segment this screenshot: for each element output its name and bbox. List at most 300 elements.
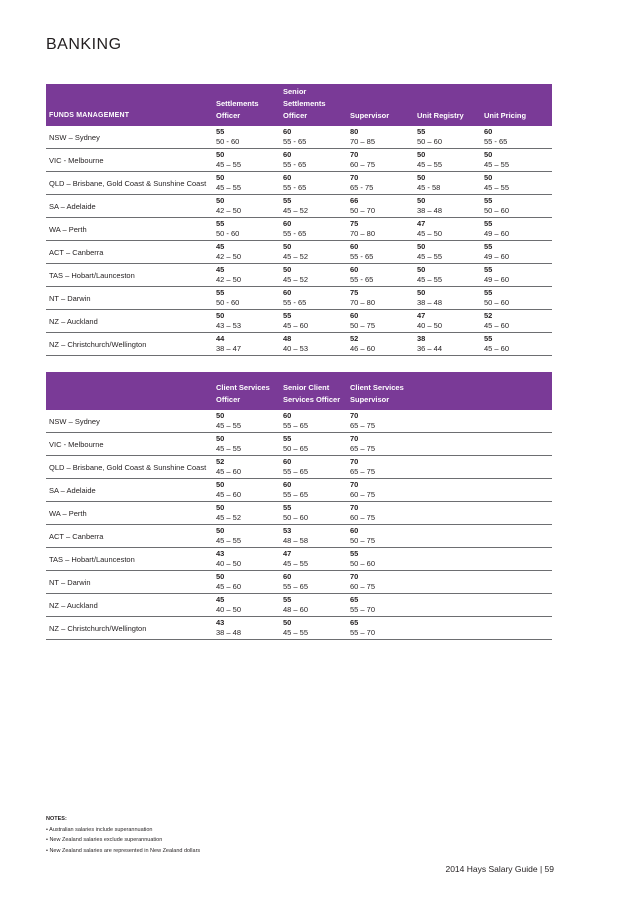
typical-salary: 55	[417, 126, 426, 136]
salary-cell	[347, 149, 414, 172]
typical-salary: 53	[283, 525, 292, 535]
salary-range: 50 – 60	[350, 559, 376, 568]
typical-salary: 60	[283, 456, 292, 466]
salary-range: 50 – 60	[417, 137, 443, 146]
table-row	[46, 126, 552, 149]
salary-values	[283, 411, 344, 432]
typical-salary: 45	[216, 241, 225, 251]
typical-salary: 55	[216, 287, 225, 297]
salary-range: 70 – 85	[350, 137, 376, 146]
salary-range: 65 – 75	[350, 421, 376, 430]
typical-salary: 60	[350, 525, 359, 535]
column-header-text: Settlements	[283, 99, 326, 108]
region-cell: NT – Darwin	[46, 571, 213, 594]
salary-values	[484, 242, 549, 263]
salary-cell	[481, 218, 552, 241]
salary-values	[216, 150, 277, 171]
typical-salary: 50	[216, 525, 225, 535]
region-cell: ACT – Canberra	[46, 525, 213, 548]
salary-range: 45 – 52	[283, 252, 309, 261]
salary-values	[283, 572, 344, 593]
salary-cell	[414, 172, 481, 195]
salary-cell	[414, 264, 481, 287]
typical-salary: 60	[283, 410, 292, 420]
salary-cell	[280, 594, 347, 617]
salary-cell	[347, 548, 414, 571]
salary-range: 45 – 60	[283, 321, 309, 330]
salary-range: 55 – 70	[350, 628, 376, 637]
salary-values	[417, 150, 478, 171]
page-footer: 2014 Hays Salary Guide | 59	[445, 864, 554, 874]
salary-values	[350, 526, 411, 547]
salary-values	[350, 503, 411, 524]
salary-values	[350, 150, 411, 171]
salary-range: 55 – 70	[350, 605, 376, 614]
salary-range: 55 - 65	[283, 160, 307, 169]
salary-cell	[280, 433, 347, 456]
salary-values	[350, 334, 411, 355]
column-header-text: Senior Client	[283, 383, 330, 392]
salary-values	[216, 265, 277, 286]
typical-salary: 60	[484, 126, 493, 136]
typical-salary: 60	[283, 149, 292, 159]
salary-cell	[280, 172, 347, 195]
salary-cell	[213, 172, 280, 195]
salary-cell	[347, 287, 414, 310]
table-row	[46, 456, 552, 479]
table-row	[46, 571, 552, 594]
salary-values	[417, 334, 478, 355]
salary-cell	[481, 172, 552, 195]
typical-salary: 70	[350, 571, 359, 581]
typical-salary: 47	[283, 548, 292, 558]
salary-cell	[213, 502, 280, 525]
column-header	[414, 84, 481, 126]
salary-cell	[414, 149, 481, 172]
column-header-text: Senior	[283, 87, 307, 96]
salary-values	[417, 219, 478, 240]
salary-cell	[414, 310, 481, 333]
salary-cell	[347, 479, 414, 502]
page-title: BANKING	[46, 36, 122, 53]
salary-values	[216, 480, 277, 501]
typical-salary: 43	[216, 617, 225, 627]
salary-cell	[213, 479, 280, 502]
salary-values	[283, 526, 344, 547]
typical-salary: 70	[350, 149, 359, 159]
table-row	[46, 433, 552, 456]
salary-cell	[280, 548, 347, 571]
salary-range: 55 – 65	[283, 421, 309, 430]
typical-salary: 55	[283, 195, 292, 205]
salary-cell	[213, 433, 280, 456]
salary-cell	[213, 126, 280, 149]
salary-values	[216, 219, 277, 240]
column-header	[347, 84, 414, 126]
salary-values	[283, 595, 344, 616]
salary-cell	[280, 502, 347, 525]
note-item: • Australian salaries include superannuation	[46, 826, 153, 833]
salary-cell	[280, 410, 347, 433]
salary-cell	[481, 594, 552, 617]
salary-range: 55 - 65	[283, 298, 307, 307]
salary-range: 45 – 55	[216, 444, 242, 453]
salary-values	[484, 127, 549, 148]
salary-values	[484, 150, 549, 171]
salary-cell	[481, 433, 552, 456]
salary-cell	[414, 502, 481, 525]
salary-cell	[347, 310, 414, 333]
salary-cell	[213, 195, 280, 218]
column-header-text: Unit Registry	[417, 111, 464, 120]
salary-range: 38 – 48	[417, 206, 443, 215]
salary-range: 40 – 53	[283, 344, 309, 353]
typical-salary: 60	[283, 571, 292, 581]
typical-salary: 55	[484, 287, 493, 297]
typical-salary: 55	[283, 433, 292, 443]
salary-cell	[347, 617, 414, 640]
salary-cell	[347, 172, 414, 195]
salary-values	[484, 265, 549, 286]
salary-cell	[280, 525, 347, 548]
salary-cell	[414, 548, 481, 571]
typical-salary: 60	[283, 172, 292, 182]
funds-management-table	[46, 84, 552, 356]
salary-values	[417, 311, 478, 332]
salary-values	[283, 150, 344, 171]
column-header-text: Settlements	[216, 99, 259, 108]
table-row	[46, 310, 552, 333]
salary-range: 49 – 60	[484, 229, 510, 238]
typical-salary: 70	[350, 502, 359, 512]
salary-range: 45 – 60	[216, 582, 242, 591]
salary-values	[484, 288, 549, 309]
salary-cell	[481, 333, 552, 356]
salary-range: 45 – 55	[417, 275, 443, 284]
salary-values	[216, 618, 277, 639]
salary-cell	[347, 126, 414, 149]
typical-salary: 60	[350, 310, 359, 320]
salary-values	[216, 526, 277, 547]
salary-range: 45 – 60	[216, 467, 242, 476]
typical-salary: 66	[350, 195, 359, 205]
table-row	[46, 333, 552, 356]
salary-range: 45 – 60	[484, 321, 510, 330]
salary-cell	[280, 571, 347, 594]
salary-range: 40 – 50	[417, 321, 443, 330]
typical-salary: 70	[350, 433, 359, 443]
salary-values	[283, 219, 344, 240]
salary-values	[283, 242, 344, 263]
region-cell: QLD – Brisbane, Gold Coast & Sunshine Coast	[46, 172, 213, 195]
salary-cell	[347, 433, 414, 456]
salary-values	[350, 549, 411, 570]
salary-range: 45 – 55	[484, 160, 510, 169]
salary-cell	[414, 410, 481, 433]
salary-values	[283, 334, 344, 355]
salary-values	[216, 411, 277, 432]
salary-range: 55 - 65	[283, 229, 307, 238]
salary-range: 45 – 55	[216, 421, 242, 430]
typical-salary: 50	[216, 410, 225, 420]
typical-salary: 55	[283, 594, 292, 604]
salary-cell	[414, 594, 481, 617]
salary-values	[417, 196, 478, 217]
salary-cell	[280, 241, 347, 264]
typical-salary: 55	[350, 548, 359, 558]
salary-values	[484, 219, 549, 240]
salary-cell	[481, 479, 552, 502]
typical-salary: 50	[216, 172, 225, 182]
column-header-text: FUNDS MANAGEMENT	[49, 112, 130, 119]
salary-values	[283, 618, 344, 639]
salary-cell	[414, 218, 481, 241]
region-cell: NZ – Christchurch/Wellington	[46, 333, 213, 356]
salary-cell	[347, 264, 414, 287]
salary-cell	[280, 456, 347, 479]
typical-salary: 50	[283, 241, 292, 251]
salary-cell	[481, 195, 552, 218]
salary-cell	[213, 310, 280, 333]
salary-values	[283, 549, 344, 570]
region-cell: NT – Darwin	[46, 287, 213, 310]
salary-cell	[414, 126, 481, 149]
typical-salary: 47	[417, 218, 426, 228]
typical-salary: 45	[216, 264, 225, 274]
salary-values	[350, 288, 411, 309]
table-row	[46, 149, 552, 172]
salary-values	[216, 311, 277, 332]
salary-cell	[414, 195, 481, 218]
typical-salary: 65	[350, 617, 359, 627]
salary-values	[350, 265, 411, 286]
salary-cell	[213, 287, 280, 310]
typical-salary: 50	[484, 172, 493, 182]
typical-salary: 52	[216, 456, 225, 466]
table-row	[46, 548, 552, 571]
salary-values	[283, 311, 344, 332]
salary-cell	[481, 287, 552, 310]
salary-cell	[481, 571, 552, 594]
region-column-header	[46, 84, 213, 126]
salary-range: 42 – 50	[216, 206, 242, 215]
typical-salary: 55	[283, 502, 292, 512]
region-cell: ACT – Canberra	[46, 241, 213, 264]
salary-cell	[414, 617, 481, 640]
salary-range: 50 – 60	[283, 513, 309, 522]
column-header	[347, 372, 414, 410]
salary-cell	[347, 195, 414, 218]
salary-values	[283, 265, 344, 286]
salary-cell	[347, 410, 414, 433]
salary-cell	[280, 264, 347, 287]
salary-range: 55 - 65	[350, 275, 374, 284]
region-cell: WA – Perth	[46, 218, 213, 241]
salary-values	[283, 434, 344, 455]
region-cell: QLD – Brisbane, Gold Coast & Sunshine Coast	[46, 456, 213, 479]
region-cell: NZ – Auckland	[46, 310, 213, 333]
salary-range: 45 – 55	[417, 160, 443, 169]
salary-range: 36 – 44	[417, 344, 443, 353]
salary-cell	[414, 479, 481, 502]
typical-salary: 50	[283, 617, 292, 627]
salary-range: 45 – 55	[283, 628, 309, 637]
salary-range: 55 - 65	[283, 183, 307, 192]
salary-cell	[481, 410, 552, 433]
typical-salary: 38	[417, 333, 426, 343]
salary-range: 50 – 60	[484, 298, 510, 307]
column-header	[414, 372, 481, 410]
region-cell: TAS – Hobart/Launceston	[46, 264, 213, 287]
salary-range: 45 - 58	[417, 183, 441, 192]
table-header-row	[46, 84, 552, 126]
salary-range: 48 – 60	[283, 605, 309, 614]
salary-cell	[414, 571, 481, 594]
salary-values	[216, 173, 277, 194]
salary-cell	[213, 218, 280, 241]
salary-values	[350, 595, 411, 616]
typical-salary: 50	[216, 479, 225, 489]
salary-range: 49 – 60	[484, 275, 510, 284]
salary-cell	[481, 548, 552, 571]
salary-cell	[414, 525, 481, 548]
salary-cell	[213, 617, 280, 640]
salary-range: 38 – 48	[417, 298, 443, 307]
typical-salary: 45	[216, 594, 225, 604]
typical-salary: 70	[350, 479, 359, 489]
column-header	[280, 84, 347, 126]
salary-values	[350, 127, 411, 148]
column-header	[280, 372, 347, 410]
salary-range: 60 – 75	[350, 513, 376, 522]
table-header-row	[46, 372, 552, 410]
salary-values	[484, 196, 549, 217]
salary-cell	[280, 149, 347, 172]
salary-values	[283, 457, 344, 478]
salary-values	[417, 288, 478, 309]
region-column-header	[46, 372, 213, 410]
salary-range: 55 – 65	[283, 582, 309, 591]
region-cell: SA – Adelaide	[46, 195, 213, 218]
salary-range: 45 – 50	[417, 229, 443, 238]
salary-values	[350, 173, 411, 194]
table-row	[46, 594, 552, 617]
typical-salary: 70	[350, 172, 359, 182]
salary-values	[216, 127, 277, 148]
salary-range: 49 – 60	[484, 252, 510, 261]
salary-range: 45 – 52	[283, 275, 309, 284]
typical-salary: 60	[283, 479, 292, 489]
typical-salary: 50	[216, 195, 225, 205]
typical-salary: 47	[417, 310, 426, 320]
salary-values	[283, 288, 344, 309]
typical-salary: 50	[216, 502, 225, 512]
table-row	[46, 172, 552, 195]
typical-salary: 75	[350, 287, 359, 297]
salary-cell	[213, 548, 280, 571]
salary-values	[484, 311, 549, 332]
salary-values	[350, 311, 411, 332]
salary-range: 38 – 47	[216, 344, 242, 353]
region-cell: NZ – Auckland	[46, 594, 213, 617]
salary-values	[350, 196, 411, 217]
salary-values	[484, 334, 549, 355]
typical-salary: 55	[283, 310, 292, 320]
salary-cell	[280, 479, 347, 502]
salary-range: 45 – 55	[417, 252, 443, 261]
salary-values	[216, 549, 277, 570]
salary-cell	[481, 525, 552, 548]
salary-values	[350, 480, 411, 501]
salary-values	[283, 196, 344, 217]
salary-cell	[481, 149, 552, 172]
salary-values	[216, 242, 277, 263]
salary-cell	[347, 241, 414, 264]
column-header	[213, 372, 280, 410]
salary-values	[216, 334, 277, 355]
salary-cell	[213, 594, 280, 617]
region-cell: NSW – Sydney	[46, 126, 213, 149]
salary-cell	[213, 149, 280, 172]
salary-range: 40 – 50	[216, 559, 242, 568]
salary-cell	[414, 287, 481, 310]
typical-salary: 50	[417, 195, 426, 205]
column-header	[213, 84, 280, 126]
salary-range: 60 – 75	[350, 582, 376, 591]
typical-salary: 60	[283, 126, 292, 136]
column-header-text: Unit Pricing	[484, 111, 527, 120]
table-row	[46, 525, 552, 548]
salary-cell	[347, 456, 414, 479]
salary-cell	[280, 218, 347, 241]
region-cell: NZ – Christchurch/Wellington	[46, 617, 213, 640]
salary-range: 55 - 65	[350, 252, 374, 261]
column-header-text: Supervisor	[350, 111, 390, 120]
table-body	[46, 126, 552, 356]
notes-title: NOTES:	[46, 816, 67, 822]
salary-range: 55 - 65	[283, 137, 307, 146]
salary-cell	[347, 333, 414, 356]
salary-values	[216, 503, 277, 524]
salary-range: 48 – 58	[283, 536, 309, 545]
typical-salary: 75	[350, 218, 359, 228]
salary-cell	[213, 333, 280, 356]
typical-salary: 55	[216, 126, 225, 136]
table-row	[46, 287, 552, 310]
typical-salary: 55	[484, 264, 493, 274]
salary-cell	[481, 264, 552, 287]
typical-salary: 60	[283, 287, 292, 297]
typical-salary: 70	[350, 410, 359, 420]
typical-salary: 50	[484, 149, 493, 159]
typical-salary: 50	[216, 149, 225, 159]
table-row	[46, 264, 552, 287]
salary-values	[216, 196, 277, 217]
region-cell: TAS – Hobart/Launceston	[46, 548, 213, 571]
notes	[46, 814, 200, 856]
salary-range: 50 - 60	[216, 298, 240, 307]
note-item: • New Zealand salaries exclude superannuation	[46, 837, 163, 843]
salary-range: 45 – 55	[283, 559, 309, 568]
salary-range: 50 - 60	[216, 137, 240, 146]
salary-range: 45 – 55	[216, 536, 242, 545]
salary-cell	[213, 410, 280, 433]
salary-cell	[414, 433, 481, 456]
salary-cell	[280, 195, 347, 218]
typical-salary: 55	[484, 241, 493, 251]
salary-values	[350, 219, 411, 240]
typical-salary: 55	[484, 218, 493, 228]
